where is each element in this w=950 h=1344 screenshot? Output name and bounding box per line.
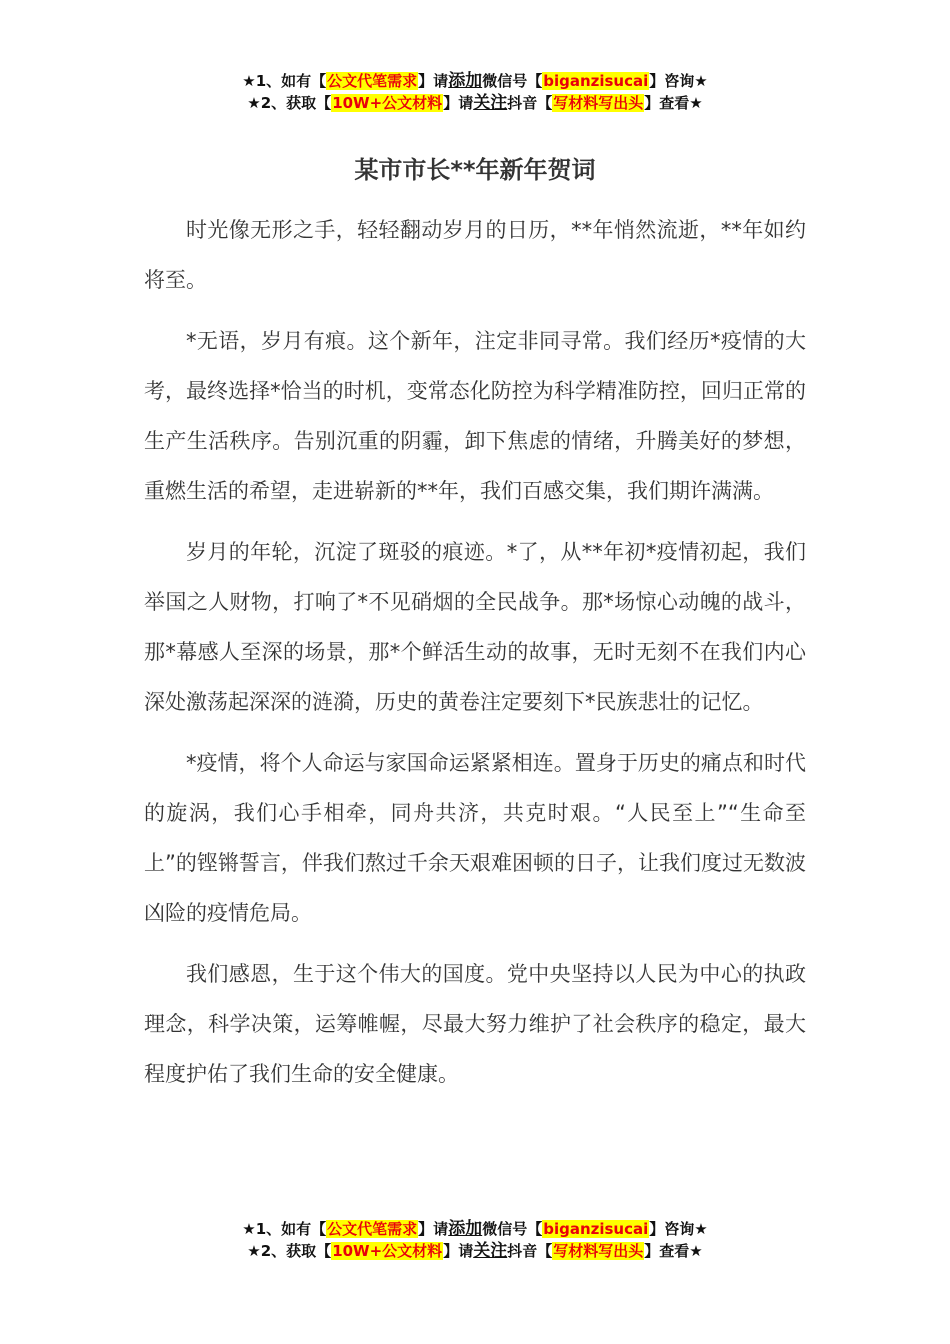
document-body (144, 205, 806, 1110)
paragraph: *无语，岁月有痕。这个新年，注定非同寻常。我们经历*疫情的大考，最终选择*恰当的时机，变常态化防控为科学精准防控，回归正常的生产生活秩序。告别沉重的阴霾，卸下焦虑的情绪，升腾美好的梦想，重燃生活的希望，走进崭新的**年，我们百感交集，我们期许满满。 (144, 329, 806, 503)
highlight-ghostwriting: 公文代笔需求 (327, 1220, 418, 1238)
banner-line-2: ★2、获取【10W+公文材料】请关注抖音【写材料写出头】查看★ (247, 93, 703, 113)
paragraph: *疫情，将个人命运与家国命运紧紧相连。置身于历史的痛点和时代的旋涡，我们心手相牵，同舟共济，共克时艰。“人民至上”“生命至上”的铿锵誓言，伴我们熬过千余天艰难困顿的日子，让我们度过无数波凶险的疫情危局。 (144, 751, 806, 925)
paragraph: 岁月的年轮，沉淀了斑驳的痕迹。*了，从**年初*疫情初起，我们举国之人财物，打响了*不见硝烟的全民战争。那*场惊心动魄的战斗，那*幕感人至深的场景，那*个鲜活生动的故事，无时无刻不在我们内心深处激荡起深深的涟漪，历史的黄卷注定要刻下*民族悲壮的记忆。 (144, 540, 806, 714)
highlight-materials: 10W+公文材料 (332, 94, 443, 112)
highlight-materials: 10W+公文材料 (332, 1242, 443, 1260)
paragraph: 时光像无形之手，轻轻翻动岁月的日历，**年悄然流逝，**年如约将至。 (144, 218, 806, 292)
highlight-douyin-account: 写材料写出头 (553, 1242, 644, 1260)
highlight-wechat-id: biganzisucai (543, 1220, 649, 1238)
highlight-wechat-id: biganzisucai (543, 72, 649, 90)
banner-line-1: ★1、如有【公文代笔需求】请添加微信号【biganzisucai】咨询★ (242, 71, 708, 91)
highlight-ghostwriting: 公文代笔需求 (327, 72, 418, 90)
paragraph: 我们感恩，生于这个伟大的国度。党中央坚持以人民为中心的执政理念，科学决策，运筹帷幄，尽最大努力维护了社会秩序的稳定，最大程度护佑了我们生命的安全健康。 (144, 962, 806, 1086)
header-banner (0, 70, 950, 114)
footer-banner (0, 1218, 950, 1262)
banner-line-1: ★1、如有【公文代笔需求】请添加微信号【biganzisucai】咨询★ (242, 1219, 708, 1239)
banner-line-2: ★2、获取【10W+公文材料】请关注抖音【写材料写出头】查看★ (247, 1241, 703, 1261)
highlight-douyin-account: 写材料写出头 (553, 94, 644, 112)
document-title: 某市市长**年新年贺词 (354, 156, 596, 184)
